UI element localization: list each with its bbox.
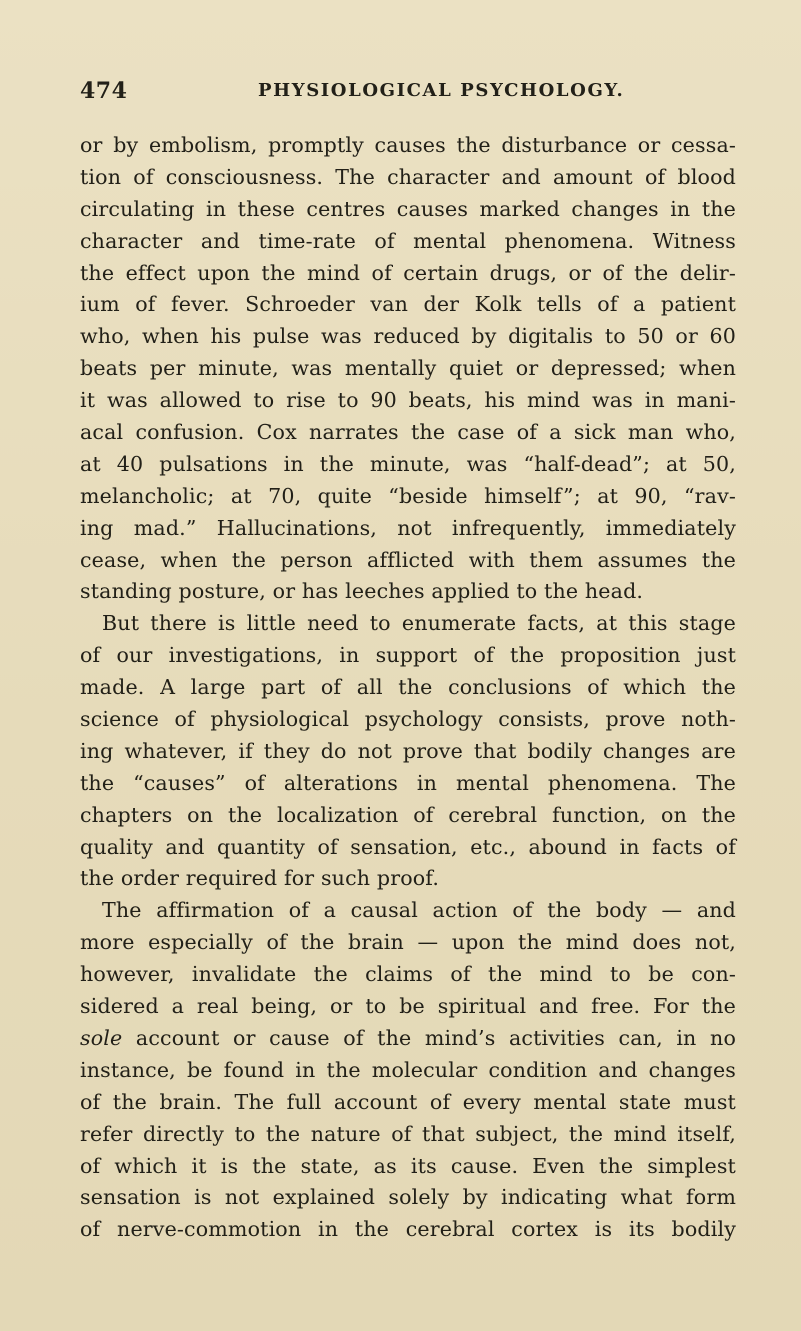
text-line: tion of consciousness. The character and amount of blood xyxy=(80,164,736,189)
text-line: cease, when the person afflicted with them assumes the xyxy=(80,547,736,572)
text-line: more especially of the brain — upon the mind does not, xyxy=(80,930,736,955)
text-line: chapters on the localization of cerebral function, on the xyxy=(80,802,736,827)
text-line: circulating in these centres causes marked changes in the xyxy=(80,196,736,221)
text-line: acal confusion. Cox narrates the case of a sick man who, xyxy=(80,420,736,445)
text-line: quality and quantity of sensation, etc., abound in facts of xyxy=(80,834,736,859)
text-line: melancholic; at 70, quite “beside himself”; at 90, “rav- xyxy=(80,483,736,508)
text-line: the effect upon the mind of certain drugs, or of the delir- xyxy=(80,260,736,285)
page-header xyxy=(80,78,736,110)
body-text xyxy=(80,130,736,1246)
text-line: The affirmation of a causal action of the body — and xyxy=(102,898,736,923)
text-line: standing posture, or has leeches applied to the head. xyxy=(80,579,644,604)
text-line: ium of fever. Schroeder van der Kolk tells of a patient xyxy=(80,292,736,317)
text-line: sensation is not explained solely by indicating what form xyxy=(80,1185,736,1210)
page-number: 474 xyxy=(80,78,128,104)
text-line: refer directly to the nature of that subject, the mind itself, xyxy=(80,1121,736,1146)
text-line: at 40 pulsations in the minute, was “half-dead”; at 50, xyxy=(80,451,736,476)
text-line: the “causes” of alterations in mental phenomena. The xyxy=(80,770,736,795)
text-line: instance, be found in the molecular condition and changes xyxy=(80,1057,736,1082)
text-line: of nerve-commotion in the cerebral cortex is its bodily xyxy=(80,1217,736,1242)
text-line: ing whatever, if they do not prove that bodily changes are xyxy=(80,738,736,763)
running-head: PHYSIOLOGICAL PSYCHOLOGY. xyxy=(258,80,625,101)
text-line: of which it is the state, as its cause. Even the simplest xyxy=(80,1153,736,1178)
text-line: sidered a real being, or to be spiritual and free. For the xyxy=(80,994,736,1019)
text-line: made. A large part of all the conclusions of which the xyxy=(80,675,736,700)
text-line: ing mad.” Hallucinations, not infrequently, immediately xyxy=(80,515,736,540)
text-line: who, when his pulse was reduced by digitalis to 50 or 60 xyxy=(80,324,736,349)
text-line: it was allowed to rise to 90 beats, his mind was in mani- xyxy=(80,388,736,413)
text-line: of our investigations, in support of the proposition just xyxy=(80,643,736,668)
text-line: or by embolism, promptly causes the disturbance or cessa- xyxy=(80,133,736,157)
text-line: But there is little need to enumerate facts, at this stage xyxy=(102,611,736,636)
text-line: however, invalidate the claims of the mind to be con- xyxy=(80,962,736,987)
text-line: science of physiological psychology consists, prove noth- xyxy=(80,707,736,732)
italic-word: sole xyxy=(80,1025,123,1050)
text-line: character and time-rate of mental phenomena. Witness xyxy=(80,228,736,253)
text-line: beats per minute, was mentally quiet or depressed; when xyxy=(80,356,736,381)
text-line: sole account or cause of the mind’s activities can, in no xyxy=(80,1025,736,1050)
text-line: the order required for such proof. xyxy=(80,866,440,891)
text-line: of the brain. The full account of every mental state must xyxy=(80,1089,736,1114)
